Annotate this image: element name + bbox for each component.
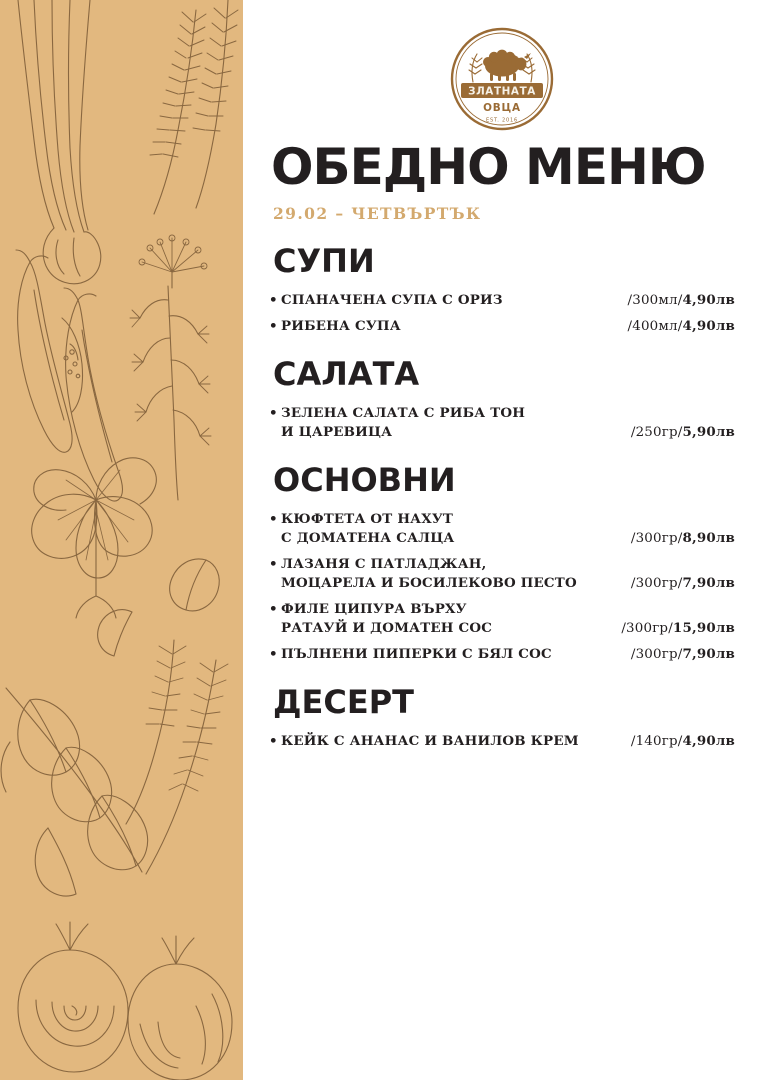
- bullet-icon: •: [269, 601, 278, 618]
- item-price: [628, 291, 735, 310]
- item-gram: /400мл/: [627, 319, 683, 335]
- item-price: [628, 317, 735, 336]
- item-gram: /250гр/: [630, 425, 683, 441]
- menu-item: [269, 732, 735, 751]
- bullet-icon: •: [269, 292, 278, 308]
- item-name-cont: И ЦАРЕВИЦА: [281, 424, 393, 441]
- item-name: ЛАЗАНЯ С ПАТЛАДЖАН,: [281, 556, 487, 573]
- zlatnata-ovca-logo: [449, 26, 555, 132]
- menu-item: [269, 555, 735, 593]
- section-title-soups: СУПИ: [273, 242, 375, 280]
- item-price-value: 4,90лв: [682, 318, 735, 335]
- item-gram: /140гр/: [630, 734, 683, 750]
- bullet-icon: •: [269, 556, 278, 573]
- item-gram: /300гр/: [630, 647, 683, 663]
- svg-text:ОВЦА: ОВЦА: [483, 102, 521, 114]
- logo-icon: [449, 26, 555, 132]
- item-price: [631, 529, 735, 548]
- bullet-icon: •: [269, 733, 278, 750]
- item-price-value: 5,90лв: [682, 424, 735, 441]
- item-name: ФИЛЕ ЦИПУРА ВЪРХУ: [281, 601, 467, 618]
- item-name-cont: С ДОМАТЕНА САЛЦА: [281, 530, 455, 547]
- item-price-value: 15,90лв: [672, 620, 735, 637]
- menu-item: [269, 600, 735, 638]
- menu-content: [243, 0, 763, 1080]
- section-title-mains: ОСНОВНИ: [273, 461, 456, 500]
- item-gram: /300гр/: [630, 576, 683, 592]
- item-price-value: 7,90лв: [682, 575, 735, 592]
- logo-container: [269, 0, 735, 132]
- bullet-icon: •: [269, 405, 278, 422]
- section-items-soups: [269, 291, 735, 336]
- item-name: СПАНАЧЕНА СУПА С ОРИЗ: [281, 292, 503, 308]
- item-price: [631, 732, 735, 751]
- item-name-cont: МОЦАРЕЛА И БОСИЛЕКОВО ПЕСТО: [281, 575, 577, 592]
- menu-item: [269, 291, 735, 310]
- item-gram: /300гр/: [630, 531, 683, 547]
- item-name: ПЪЛНЕНИ ПИПЕРКИ С БЯЛ СОС: [281, 646, 552, 663]
- item-price-value: 4,90лв: [682, 733, 735, 750]
- section-items-mains: [269, 510, 735, 664]
- section-items-salad: [269, 404, 735, 442]
- bullet-icon: •: [269, 318, 278, 335]
- item-gram: /300гр/: [621, 621, 673, 637]
- decorative-herb-panel: [0, 0, 243, 1080]
- item-price: [631, 645, 735, 664]
- menu-item: [269, 317, 735, 336]
- item-price: [631, 423, 735, 442]
- page-title: ОБЕДНО МЕНЮ: [271, 138, 706, 196]
- menu-date: 29.02 – ЧЕТВЪРТЪК: [273, 204, 482, 223]
- menu-item: [269, 510, 735, 548]
- item-name: РИБЕНА СУПА: [281, 318, 401, 335]
- item-name-cont: РАТАУЙ И ДОМАТЕН СОС: [281, 620, 493, 637]
- svg-text:EST. 2016: EST. 2016: [486, 117, 518, 124]
- item-price-value: 8,90лв: [682, 530, 735, 547]
- item-price-value: 7,90лв: [682, 646, 735, 663]
- svg-text:ЗЛАТНАТА: ЗЛАТНАТА: [468, 85, 536, 98]
- bullet-icon: •: [269, 646, 278, 663]
- item-name: КЕЙК С АНАНАС И ВАНИЛОВ КРЕМ: [281, 733, 579, 750]
- item-price: [621, 619, 735, 638]
- section-title-dessert: ДЕСЕРТ: [273, 683, 414, 722]
- item-name: ЗЕЛЕНА САЛАТА С РИБА ТОН: [281, 405, 526, 422]
- menu-item: [269, 404, 735, 442]
- item-price-value: 4,90лв: [682, 292, 735, 308]
- section-items-dessert: [269, 732, 735, 751]
- item-name: КЮФТЕТА ОТ НАХУТ: [281, 511, 454, 528]
- menu-item: [269, 645, 735, 664]
- item-gram: /300мл/: [627, 293, 683, 308]
- section-title-salad: САЛАТА: [273, 355, 420, 394]
- herb-illustration: [0, 0, 243, 1080]
- bullet-icon: •: [269, 511, 278, 528]
- item-price: [631, 574, 735, 593]
